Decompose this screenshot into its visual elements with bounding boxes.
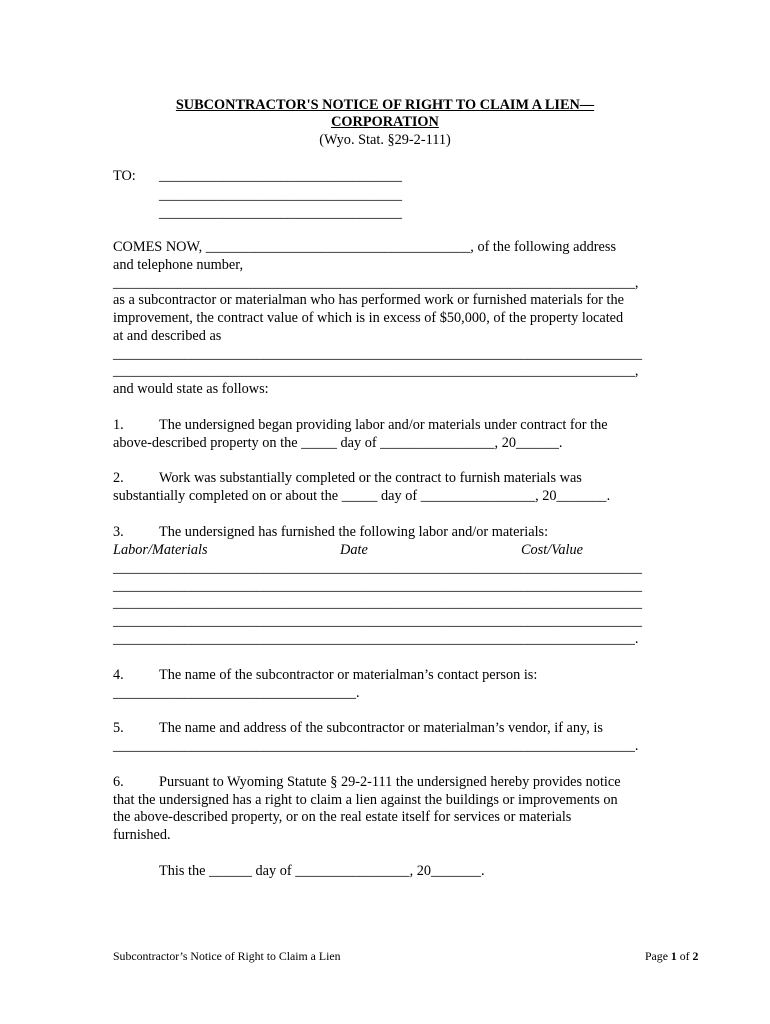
column-header-cost-value: Cost/Value bbox=[521, 542, 583, 558]
item-6-line-4: furnished. bbox=[113, 827, 171, 843]
intro-line-7: __________________________________________________________________________ bbox=[113, 346, 642, 362]
item-4-number: 4. bbox=[113, 667, 124, 683]
footer-of-word: of bbox=[676, 949, 693, 963]
item-6-line-3: the above-described property, or on the real estate itself for services or materials bbox=[113, 809, 572, 825]
to-line-2: __________________________________ bbox=[159, 187, 403, 203]
item-1-line-2: above-described property on the _____ day of ________________, 20______. bbox=[113, 435, 563, 451]
item-5-line-1: The name and address of the subcontractor or materialman’s vendor, if any, is bbox=[159, 720, 603, 736]
date-line: This the ______ day of ________________, 20_______. bbox=[159, 863, 485, 879]
item-6-number: 6. bbox=[113, 774, 124, 790]
materials-blank-line-2: __________________________________________________________________________ bbox=[113, 578, 642, 594]
intro-line-1: COMES NOW, _____________________________________, of the following address bbox=[113, 239, 617, 255]
footer-page-word: Page bbox=[645, 949, 671, 963]
item-1-line-1: The undersigned began providing labor and/or materials under contract for the bbox=[159, 417, 608, 433]
intro-line-8: _________________________________________________________________________, bbox=[113, 363, 639, 379]
footer-total-pages: 2 bbox=[692, 949, 699, 963]
item-3-line-1: The undersigned has furnished the following labor and/or materials: bbox=[159, 524, 549, 540]
item-5-number: 5. bbox=[113, 720, 124, 736]
item-2-number: 2. bbox=[113, 470, 124, 486]
to-line-1: __________________________________ bbox=[159, 168, 403, 184]
intro-line-4: as a subcontractor or materialman who has performed work or furnished materials for the bbox=[113, 292, 624, 308]
item-5-line-2: _________________________________________________________________________. bbox=[113, 738, 639, 754]
intro-line-5: improvement, the contract value of which is in excess of $50,000, of the property located bbox=[113, 310, 624, 326]
item-4-line-1: The name of the subcontractor or materialman’s contact person is: bbox=[159, 667, 538, 683]
item-2-line-2: substantially completed on or about the _____ day of ________________, 20_______. bbox=[113, 488, 611, 504]
to-label: TO: bbox=[113, 168, 136, 184]
title-line-2: CORPORATION bbox=[331, 114, 439, 130]
materials-blank-line-4: __________________________________________________________________________ bbox=[113, 613, 642, 629]
column-header-labor-materials: Labor/Materials bbox=[113, 542, 208, 558]
to-line-3: __________________________________ bbox=[159, 205, 403, 221]
materials-blank-line-5: _________________________________________________________________________. bbox=[113, 631, 639, 647]
statute-reference: (Wyo. Stat. §29-2-111) bbox=[319, 132, 451, 148]
item-2-line-1: Work was substantially completed or the contract to furnish materials was bbox=[159, 470, 582, 486]
item-4-line-2: __________________________________. bbox=[113, 685, 360, 701]
materials-blank-line-3: __________________________________________________________________________ bbox=[113, 595, 642, 611]
title-line-1: SUBCONTRACTOR'S NOTICE OF RIGHT TO CLAIM A LIEN— bbox=[175, 97, 595, 113]
item-6-line-2: that the undersigned has a right to claim a lien against the buildings or improvements on bbox=[113, 792, 618, 808]
footer-page-number bbox=[645, 949, 698, 963]
materials-blank-line-1: __________________________________________________________________________ bbox=[113, 560, 642, 576]
intro-line-6: at and described as bbox=[113, 328, 222, 344]
footer-title: Subcontractor’s Notice of Right to Claim a Lien bbox=[113, 949, 341, 963]
item-3-number: 3. bbox=[113, 524, 124, 540]
item-6-line-1: Pursuant to Wyoming Statute § 29-2-111 the undersigned hereby provides notice bbox=[159, 774, 621, 790]
intro-line-2: and telephone number, bbox=[113, 257, 244, 273]
column-header-date: Date bbox=[340, 542, 368, 558]
footer-current-page: 1 bbox=[670, 949, 677, 963]
intro-line-3: _________________________________________________________________________, bbox=[113, 275, 639, 291]
item-1-number: 1. bbox=[113, 417, 124, 433]
intro-line-9: and would state as follows: bbox=[113, 381, 269, 397]
